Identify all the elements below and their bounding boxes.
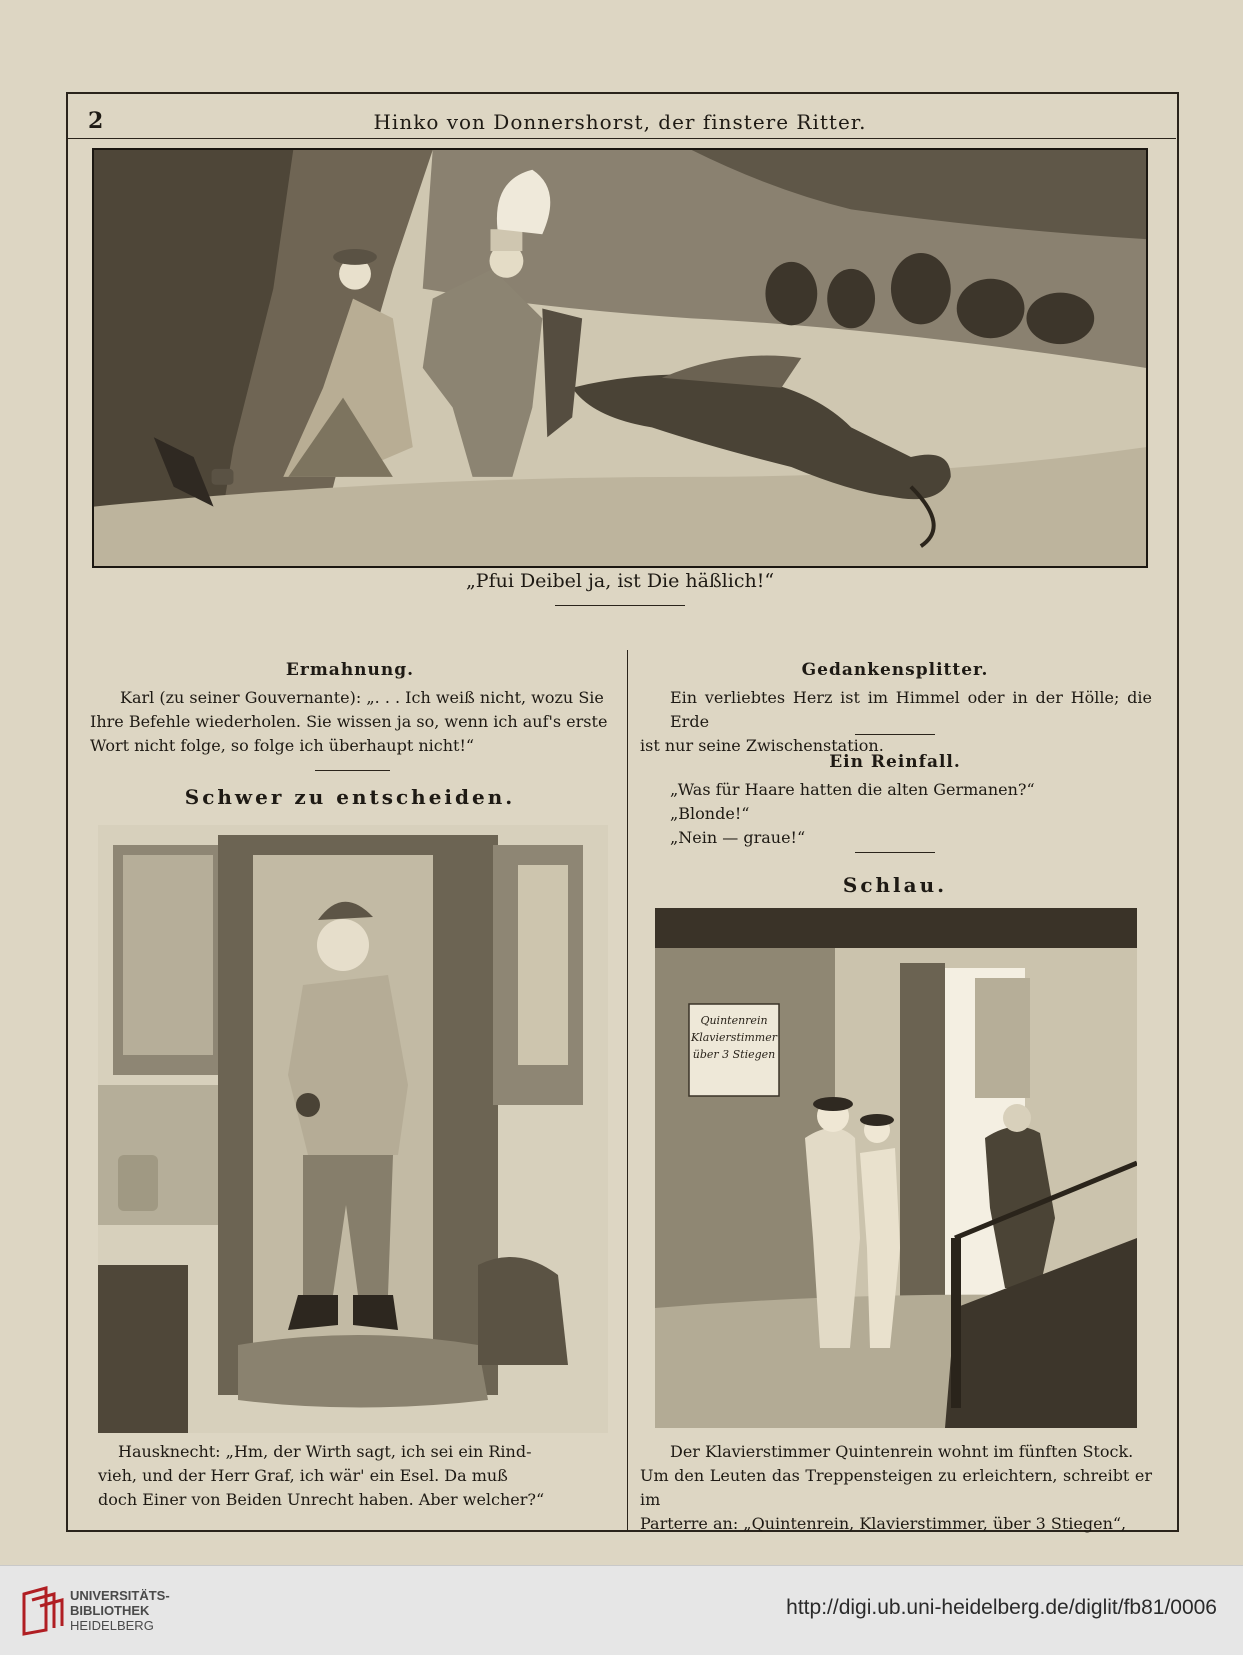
- section-rule: [855, 852, 935, 853]
- sign-line: Klavierstimmer: [691, 1031, 778, 1044]
- logo-line: UNIVERSITÄTS-: [70, 1588, 170, 1603]
- schlau-line: Um den Leuten das Treppensteigen zu erleichtern, schreibt er im: [640, 1466, 1152, 1509]
- schlau-text: [640, 1440, 1152, 1536]
- knight-dragon-illustration: [92, 148, 1148, 568]
- reinfall-line: „Blonde!“: [670, 804, 750, 823]
- page-number: 2: [88, 108, 104, 134]
- klavierstimmer-sign: [691, 1012, 777, 1063]
- gedanken-line: ist nur seine Zwischenstation.: [640, 736, 884, 755]
- reinfall-heading: Ein Reinfall.: [829, 752, 961, 772]
- sign-line: über 3 Stiegen: [692, 1048, 776, 1061]
- column-divider: [627, 650, 628, 1530]
- gedanken-heading: Gedankensplitter.: [801, 660, 989, 680]
- ermahnung-text: [90, 686, 615, 758]
- schwer-text: [98, 1440, 610, 1512]
- logo-line: BIBLIOTHEK: [70, 1603, 150, 1618]
- ermahnung-line: Karl (zu seiner Gouvernante): „. . . Ich weiß nicht, wozu Sie: [120, 688, 604, 707]
- sign-line: Quintenrein: [700, 1014, 768, 1027]
- library-footer: [0, 1565, 1243, 1655]
- schwer-line: Hausknecht: „Hm, der Wirth sagt, ich sei ein Rind-: [118, 1442, 532, 1461]
- reinfall-text: [670, 778, 1150, 850]
- ermahnung-line: Ihre Befehle wiederholen. Sie wissen ja so, wenn ich auf's erste: [90, 712, 608, 731]
- hausknecht-illustration: [98, 825, 608, 1433]
- reinfall-line: „Nein — graue!“: [670, 828, 806, 847]
- caption-rule: [555, 605, 685, 606]
- illustration-caption: „Pfui Deibel ja, ist Die häßlich!“: [465, 570, 775, 592]
- gedanken-text: [640, 686, 1152, 758]
- ermahnung-heading: Ermahnung.: [285, 660, 415, 680]
- permalink-url[interactable]: http://digi.ub.uni-heidelberg.de/diglit/fb81/0006: [786, 1596, 1217, 1619]
- section-rule: [855, 734, 935, 735]
- library-logo-icon: [20, 1586, 64, 1636]
- header-rule: [66, 138, 1176, 139]
- running-title: Hinko von Donnershorst, der finstere Ritter.: [373, 110, 867, 134]
- library-logo-text: [70, 1588, 170, 1633]
- schwer-line: doch Einer von Beiden Unrecht haben. Aber welcher?“: [98, 1490, 545, 1509]
- schwer-heading: Schwer zu entscheiden.: [184, 785, 516, 809]
- logo-line: HEIDELBERG: [70, 1618, 154, 1633]
- klavierstimmer-illustration: [655, 908, 1137, 1428]
- schlau-line: Der Klavierstimmer Quintenrein wohnt im fünften Stock.: [670, 1442, 1134, 1461]
- schwer-line: vieh, und der Herr Graf, ich wär' ein Esel. Da muß: [98, 1466, 508, 1485]
- schlau-heading: Schlau.: [842, 873, 948, 897]
- reinfall-line: „Was für Haare hatten die alten Germanen?“: [670, 780, 1035, 799]
- gedanken-line: Ein verliebtes Herz ist im Himmel oder in der Hölle; die Erde: [670, 688, 1152, 731]
- schlau-line: Parterre an: „Quintenrein, Klavierstimmer, über 3 Stiegen“,: [640, 1514, 1127, 1533]
- ermahnung-line: Wort nicht folge, so folge ich überhaupt nicht!“: [90, 736, 475, 755]
- section-rule: [315, 770, 390, 771]
